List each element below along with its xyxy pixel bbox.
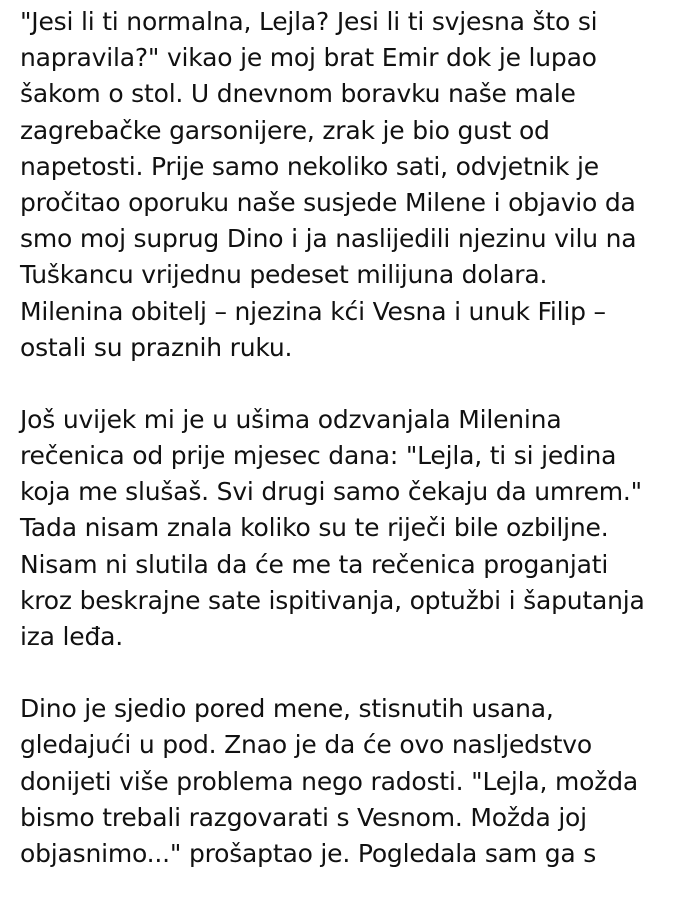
- paragraph-line: koja me slušaš. Svi drugi samo čekaju da umrem.": [20, 477, 642, 507]
- paragraph-line: bismo trebali razgovarati s Vesnom. Možda joj: [20, 802, 587, 832]
- paragraph-line: šakom o stol. U dnevnom boravku naše male: [20, 79, 576, 109]
- paragraph-line: smo moj suprug Dino i ja naslijedili njezinu vilu na: [20, 224, 637, 254]
- paragraph-line: Milenina obitelj – njezina kći Vesna i unuk Filip –: [20, 296, 606, 326]
- paragraph-line: pročitao oporuku naše susjede Milene i objavio da: [20, 187, 636, 217]
- paragraph-line: napravila?" vikao je moj brat Emir dok je lupao: [20, 43, 597, 73]
- paragraph-line: donijeti više problema nego radosti. "Lejla, možda: [20, 766, 638, 796]
- paragraph-3: [20, 691, 696, 872]
- story-text: [20, 4, 696, 908]
- paragraph-line: iza leđa.: [20, 622, 123, 651]
- paragraph-line: objasnimo..." prošaptao je. Pogledala sam ga s: [20, 838, 597, 868]
- paragraph-line: Još uvijek mi je u ušima odzvanjala Milenina: [20, 404, 562, 434]
- paragraph-line: kroz beskrajne sate ispitivanja, optužbi i šaputanja: [20, 585, 645, 615]
- paragraph-line: gledajući u pod. Znao je da će ovo nasljedstvo: [20, 730, 592, 760]
- paragraph-line: Dino je sjedio pored mene, stisnutih usana,: [20, 694, 554, 724]
- paragraph-2: [20, 402, 696, 655]
- paragraph-line: zagrebačke garsonijere, zrak je bio gust od: [20, 115, 550, 145]
- paragraph-line: Tada nisam znala koliko su te riječi bile ozbiljne.: [20, 513, 609, 543]
- paragraph-line: Tuškancu vrijednu pedeset milijuna dolara.: [20, 260, 548, 290]
- paragraph-line: ostali su praznih ruku.: [20, 332, 293, 362]
- paragraph-line: napetosti. Prije samo nekoliko sati, odvjetnik je: [20, 151, 599, 181]
- paragraph-1: [20, 4, 696, 366]
- paragraph-line: Nisam ni slutila da će me ta rečenica proganjati: [20, 549, 609, 579]
- paragraph-line: "Jesi li ti normalna, Lejla? Jesi li ti svjesna što si: [20, 7, 598, 36]
- paragraph-line: rečenica od prije mjesec dana: "Lejla, ti si jedina: [20, 441, 617, 471]
